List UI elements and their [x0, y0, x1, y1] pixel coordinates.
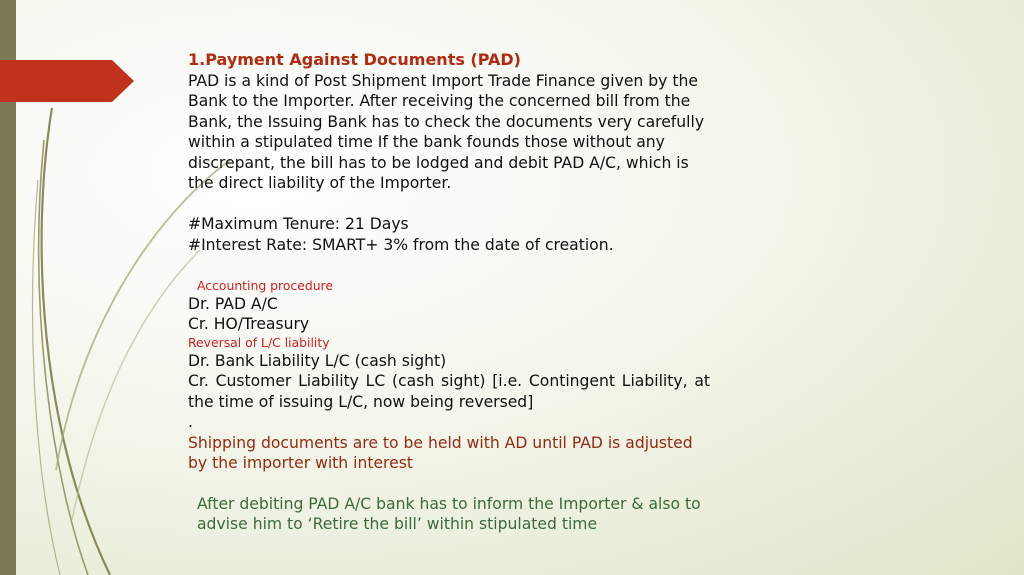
intro-paragraph: [188, 71, 710, 194]
spacer: [188, 194, 710, 215]
intro-line: Bank, the Issuing Bank has to check the documents very carefully: [188, 112, 705, 131]
intro-line: discrepant, the bill has to be lodged and debit PAD A/C, which is: [188, 153, 689, 172]
interest-rate: #Interest Rate: SMART+ 3% from the date of creation.: [188, 235, 614, 254]
intro-line: the direct liability of the Importer.: [188, 174, 452, 192]
shipping-documents-note: Shipping documents are to be held with AD until PAD is adjusted by the importer with interest: [188, 433, 698, 472]
slide-title: 1.Payment Against Documents (PAD): [188, 50, 521, 69]
accounting-procedure-heading: Accounting procedure: [197, 277, 333, 293]
intro-line: Bank to the Importer. After receiving the concerned bill from the: [188, 92, 691, 110]
reversal-heading: Reversal of L/C liability: [188, 334, 330, 350]
separator-dot: .: [188, 413, 193, 431]
intro-line: PAD is a kind of Post Shipment Import Trade Finance given by the: [188, 71, 698, 90]
slide-content: [188, 50, 715, 535]
max-tenure: #Maximum Tenure: 21 Days: [188, 215, 409, 233]
entry-cr-ho: Cr. HO/Treasury: [188, 315, 310, 333]
after-debit-note: After debiting PAD A/C bank has to inform the Importer & also to advise him to ‘Retire the bill’ within stipulated time: [197, 494, 706, 533]
intro-line: within a stipulated time If the bank founds those without any: [188, 133, 665, 151]
spacer: [188, 255, 710, 276]
red-arrow-tab: [0, 60, 134, 102]
entry-dr-pad: Dr. PAD A/C: [188, 294, 278, 313]
spacer: [188, 474, 710, 494]
entry-cr-customer: Cr. Customer Liability LC (cash sight) [i.e. Contingent Liability, at the time of issuing L/C, now being reversed]: [188, 372, 715, 411]
entry-dr-bank: Dr. Bank Liability L/C (cash sight): [188, 351, 447, 370]
